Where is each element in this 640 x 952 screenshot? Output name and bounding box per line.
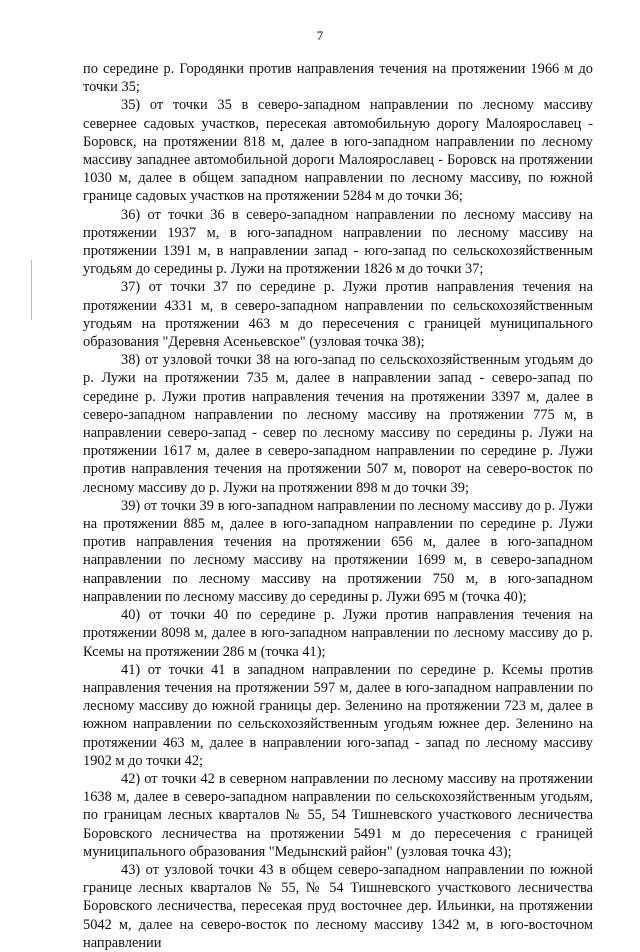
scan-margin-mark <box>31 260 32 320</box>
paragraph-item-38: 38) от узловой точки 38 на юго-запад по сельскохозяйственным угодьям до р. Лужи на протяжении 735 м, далее в направлении запад - северо-запад по середине р. Лужи против направления течения на протяжении 3397 м, далее в северо-западном направлении по лесному массиву на протяжении 775 м, в направлении северо-запад - север по лесному массиву по середины р. Лужи на протяжении 1617 м, далее в северо-западном направлении по середине р. Лужи против направления течения на протяжении 507 м, поворот на северо-восток по лесному массиву до р. Лужи на протяжении 898 м до точки 39; <box>83 352 593 496</box>
paragraph-item-37: 37) от точки 37 по середине р. Лужи против направления течения на протяжении 4331 м, в северо-западном направлении по сельскохозяйственным угодьям на протяжении 463 м до пересечения с границей муниципального образования "Деревня Асеньевское" (узловая точка 38); <box>83 279 593 351</box>
paragraph-item-43: 43) от узловой точки 43 в общем северо-западном направлении по южной границе лесных кварталов № 55, № 54 Тишневского участкового лесничества Боровского лесничества, пересекая пруд восточнее дер. Ильинки, на протяжении 5042 м, далее на северо-восток по лесному массиву 1342 м, в юго-восточном направлении <box>83 861 593 951</box>
paragraph-item-36: 36) от точки 36 в северо-западном направлении по лесному массиву на протяжении 1937 м, в юго-западном направлении по лесному массиву на протяжении 1391 м, в направлении запад - юго-запад по сельскохозяйственным угодьям до середины р. Лужи на протяжении 1826 м до точки 37; <box>83 206 593 278</box>
paragraph-item-42: 42) от точки 42 в северном направлении по лесному массиву на протяжении 1638 м, далее в северо-западном направлении по сельскохозяйственным угодьям, по границам лесных кварталов № 55, 54 Тишневского участкового лесничества Боровского лесничества на протяжении 5491 м до пересечения с границей муниципального образования "Медынский район" (узловая точка 43); <box>83 770 593 860</box>
paragraph-item-40: 40) от точки 40 по середине р. Лужи против направления течения на протяжении 8098 м, далее в юго-западном направлении по лесному массиву до р. Ксемы на протяжении 286 м (точка 41); <box>83 607 593 660</box>
paragraph-item-41: 41) от точки 41 в западном направлении по середине р. Ксемы против направления течения на протяжении 597 м, далее в юго-западном направлении по лесному массиву до южной границы дер. Зеленино на протяжении 723 м, далее в южном направлении по сельскохозяйственным угодьям южнее дер. Зеленино на протяжении 463 м, далее в направлении юго-запад - запад по лесному массиву 1902 м до точки 42; <box>83 661 593 769</box>
page-number: 7 <box>316 28 324 43</box>
paragraph-item-39: 39) от точки 39 в юго-западном направлении по лесному массиву до р. Лужи на протяжении 885 м, далее в юго-западном направлении по середине р. Лужи против направления течения на протяжении 656 м, далее в юго-западном направлении по лесному массиву на протяжении 1699 м, в северо-западном направлении по лесному массиву на протяжении 750 м, в юго-западном направлении по лесному массиву до середины р. Лужи 695 м (точка 40); <box>83 497 593 605</box>
paragraph-item-35: 35) от точки 35 в северо-западном направлении по лесному массиву севернее садовых участков, пересекая автомобильную дорогу Малоярославец - Боровск, на протяжении 818 м, далее в юго-западном направлении по лесному массиву западнее автомобильной дороги Малоярославец - Боровск на протяжении 1030 м, далее в общем западном направлении по лесному массиву, по южной границе садовых участков на протяжении 5284 м до точки 36; <box>83 97 593 205</box>
paragraph-continuation: по середине р. Городянки против направления течения на протяжении 1966 м до точки 35; <box>83 61 593 96</box>
document-body <box>83 60 593 952</box>
